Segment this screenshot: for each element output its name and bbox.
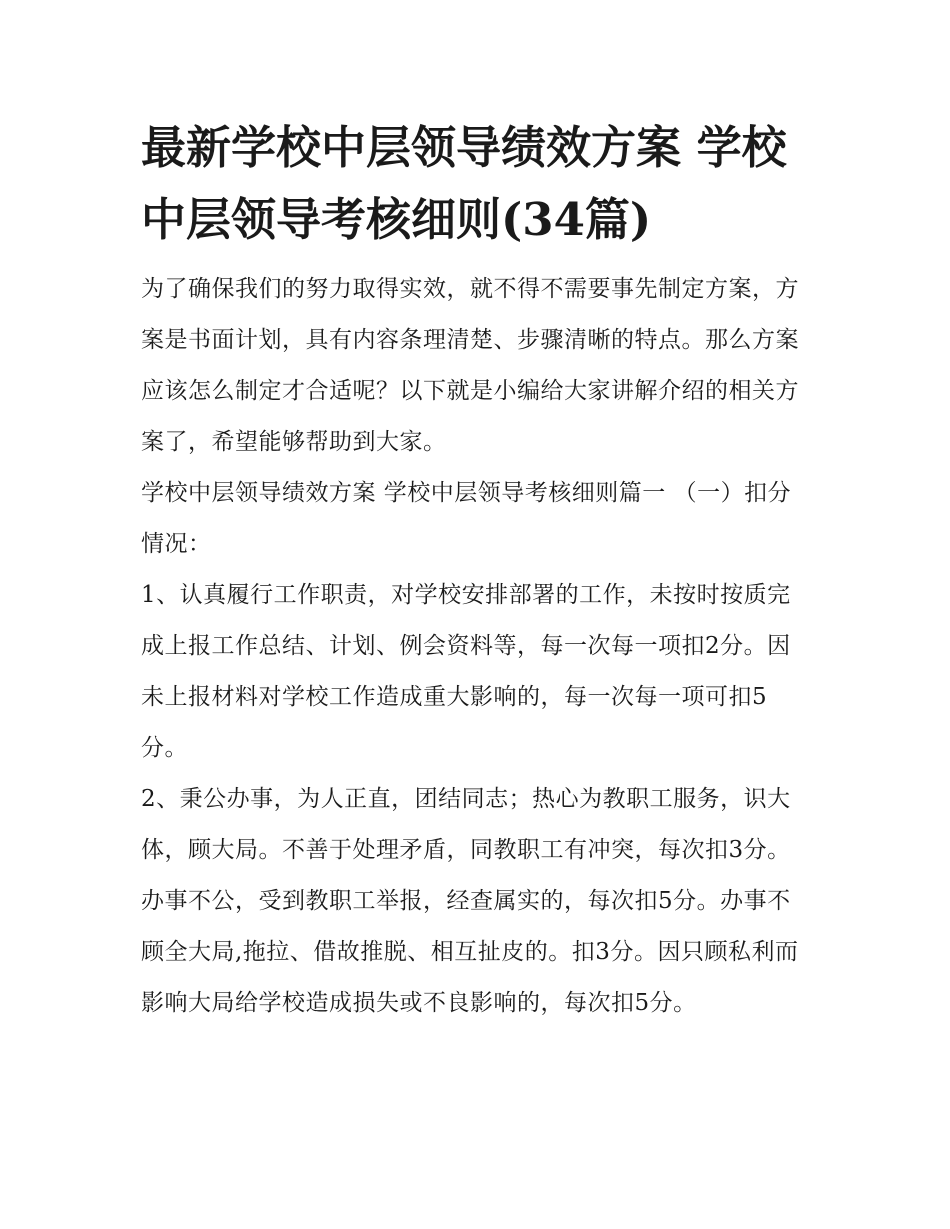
document-title: 最新学校中层领导绩效方案 学校中层领导考核细则(34篇) <box>141 121 787 246</box>
document-body <box>141 112 813 1029</box>
intro-paragraph: 为了确保我们的努力取得实效，就不得不需要事先制定方案，方案是书面计划，具有内容条理清楚、步骤清晰的特点。那么方案应该怎么制定才合适呢？以下就是小编给大家讲解介绍的相关方案了，希望能够帮助到大家。 <box>141 276 799 455</box>
section-heading-paragraph: 学校中层领导绩效方案 学校中层领导考核细则篇一 （一）扣分情况： <box>141 480 792 557</box>
rule-item-2: 2、秉公办事，为人正直，团结同志；热心为教职工服务，识大体，顾大局。不善于处理矛盾，同教职工有冲突，每次扣3分。办事不公，受到教职工举报，经查属实的，每次扣5分。办事不顾全大局,拖拉、借故推脱、相互扯皮的。扣3分。因只顾私利而影响大局给学校造成损失或不良影响的，每次扣5分。 <box>141 786 799 1016</box>
rule-item-1: 1、认真履行工作职责，对学校安排部署的工作，未按时按质完成上报工作总结、计划、例会资料等，每一次每一项扣2分。因未上报材料对学校工作造成重大影响的，每一次每一项可扣5分。 <box>141 582 791 761</box>
